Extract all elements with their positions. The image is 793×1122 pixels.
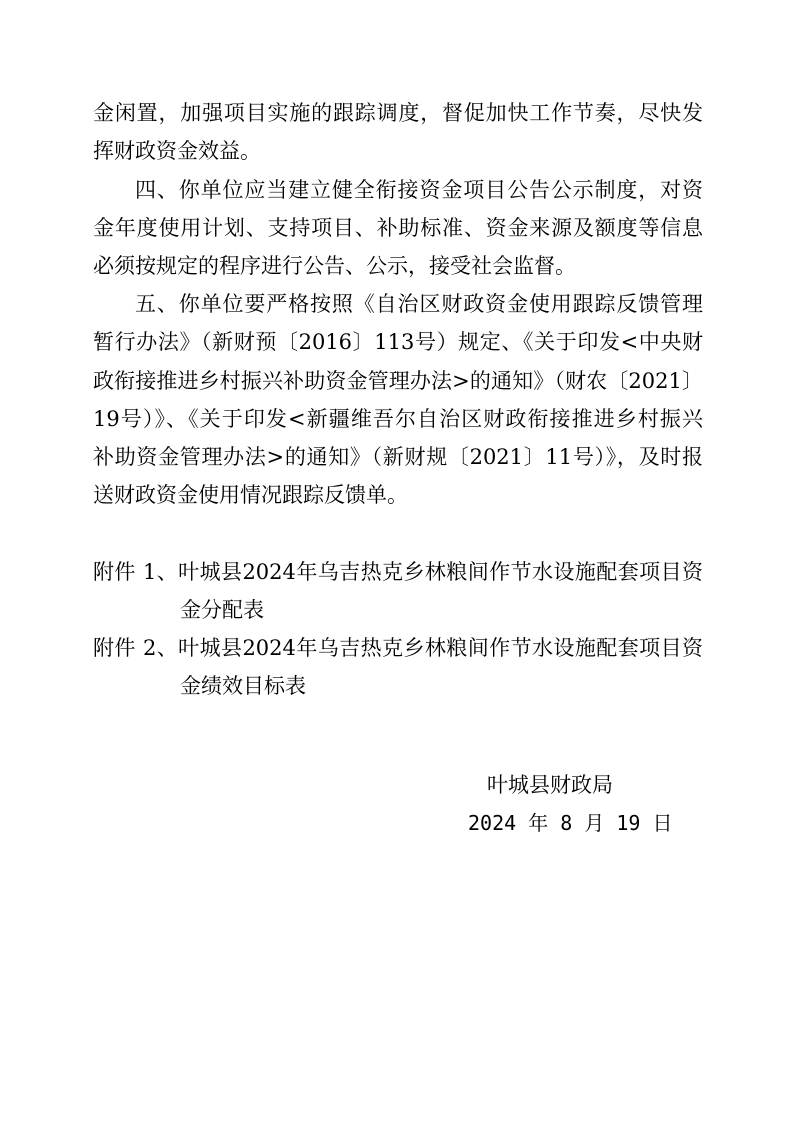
paragraph-five-first-line: 五、你单位要严格按照《自治区财政资金使用跟踪反馈管理: [135, 292, 703, 316]
attachment-2-title-continued: 金绩效目标表: [180, 674, 306, 698]
body-line: 送财政资金使用情况跟踪反馈单。: [93, 483, 408, 507]
body-line: 政衔接推进乡村振兴补助资金管理办法>的通知》（财农〔2021〕: [93, 369, 703, 393]
issuing-organization: 叶城县财政局: [487, 773, 613, 797]
body-line: 补助资金管理办法>的通知》（新财规〔2021〕11号）》，及时报: [93, 445, 703, 469]
paragraph-four-first-line: 四、你单位应当建立健全衔接资金项目公告公示制度，对资: [135, 178, 703, 202]
body-line: 挥财政资金效益。: [93, 139, 261, 163]
body-line: 金年度使用计划、支持项目、补助标准、资金来源及额度等信息: [93, 216, 703, 240]
attachment-1-title: 附件 1、叶城县2024年乌吉热克乡林粮间作节水设施配套项目资: [93, 560, 703, 584]
issue-date: 2024 年 8 月 19 日: [468, 811, 673, 835]
body-line: 必须按规定的程序进行公告、公示，接受社会监督。: [93, 254, 576, 278]
body-line: 暂行办法》（新财预〔2016〕113号）规定、《关于印发<中央财: [93, 330, 703, 354]
attachment-1-title-continued: 金分配表: [180, 598, 264, 622]
attachment-2-title: 附件 2、叶城县2024年乌吉热克乡林粮间作节水设施配套项目资: [93, 636, 703, 660]
body-line: 19号）》、《关于印发<新疆维吾尔自治区财政衔接推进乡村振兴: [93, 407, 703, 431]
body-line: 金闲置，加强项目实施的跟踪调度，督促加快工作节奏，尽快发: [93, 101, 703, 125]
